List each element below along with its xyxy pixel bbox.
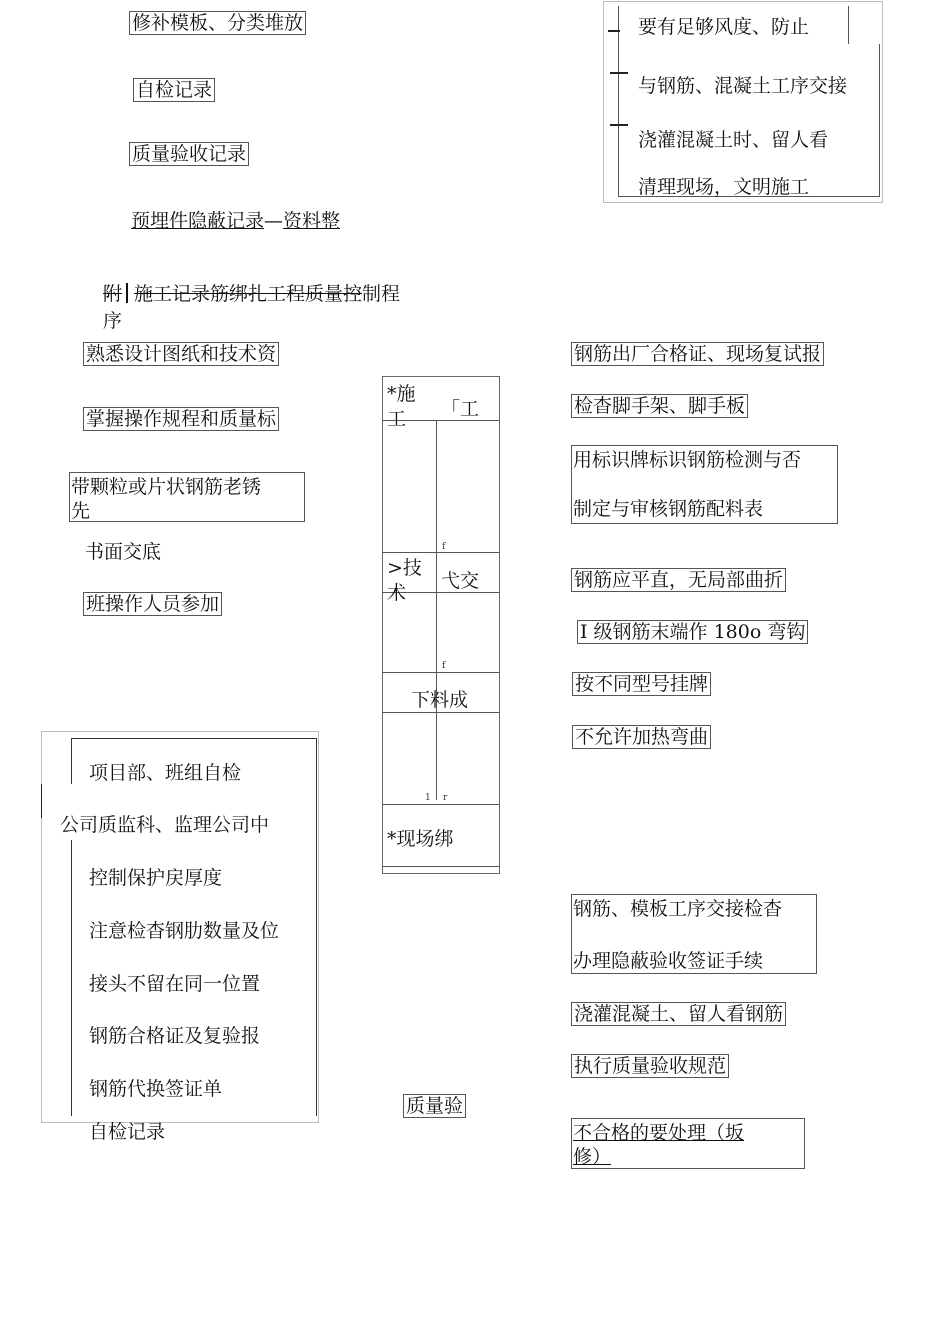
top-left-item-4 (131, 210, 340, 232)
center-flow-frame (382, 376, 500, 874)
left-panel-outer-mark (41, 784, 42, 818)
right-item-8-line1: 钢筋、模板工序交接检杳 (573, 898, 783, 920)
top-left-item-4-a: 预埋件隐蔽记录 (131, 210, 265, 232)
left-item-2: 掌握操作规程和质量标 (83, 407, 279, 431)
left-panel-line-4: 注意检杳钢肋数量及位 (89, 920, 280, 942)
right-item-8-line2: 办理隐蔽验收签证手续 (573, 950, 764, 972)
top-right-line-3: 浇灌混凝土时、留人看 (638, 129, 829, 151)
left-panel-top-line (71, 738, 317, 739)
right-item-10: 执行质量验收规范 (571, 1054, 729, 1078)
left-panel-line-7: 钢筋代换签证单 (89, 1078, 223, 1100)
right-item-11-line2: 修） (573, 1146, 612, 1168)
left-panel-inner-spine-top (71, 738, 72, 784)
left-item-3 (69, 472, 305, 522)
left-item-5: 班操作人员参加 (83, 592, 222, 616)
flow-step-2-side: 弋交 (441, 570, 480, 592)
top-left-item-4-b: — (264, 210, 284, 232)
top-left-item-2: 自检记录 (133, 78, 215, 102)
heading-prefix: 附 (103, 283, 123, 305)
right-item-3-line2: 制定与审核钢筋配料表 (573, 498, 764, 520)
flow-step-1-label-2: 工 (387, 408, 407, 430)
top-left-item-1: 修补模板、分类堆放 (129, 11, 306, 35)
left-panel-line-2: 公司质监科、监理公司中 (60, 814, 270, 836)
left-panel-line-3: 控制保护戻厚度 (89, 867, 223, 889)
center-flow-divider (436, 420, 437, 800)
top-right-tick-1 (608, 30, 620, 32)
right-item-3 (571, 445, 838, 524)
left-item-3-line2: 先 (71, 500, 91, 522)
top-right-tick-2 (610, 72, 628, 74)
right-item-11 (571, 1118, 805, 1169)
top-right-inner-edge (848, 6, 849, 44)
center-flow-row-line-7 (382, 866, 499, 867)
flow-step-2-label-2: 术 (387, 582, 407, 604)
flow-step-4: *现场绑 (387, 828, 454, 850)
right-item-11-line1: 不合格的要处理（坂 (573, 1122, 745, 1144)
flow-mark-r: r (443, 793, 448, 803)
top-right-outer-edge (879, 44, 880, 196)
top-right-spine (618, 6, 619, 196)
center-flow-row-line-6 (382, 804, 499, 805)
top-right-tick-3 (610, 124, 628, 126)
heading-struck: 施工记录筋绑扎工程质量控 (134, 283, 363, 305)
flow-step-1-label: *施 (387, 383, 416, 405)
left-item-3-line1: 带颗粒或片状钢筋老锈 (71, 476, 262, 498)
right-item-8 (571, 894, 817, 974)
section-heading-line2: 序 (103, 310, 123, 332)
top-right-line-1: 要有足够风度、防止 (638, 16, 810, 38)
top-right-line-2: 与钢筋、混凝土工序交接 (638, 75, 848, 97)
left-panel-line-5: 接头不留在同一位置 (89, 973, 261, 995)
heading-suffix: 制程 (362, 283, 401, 305)
left-item-4: 书面交底 (85, 541, 162, 563)
flow-mark-1: 1 (425, 793, 431, 803)
flow-step-1-label-2-clip (387, 408, 427, 430)
flow-step-2-label: >技 (387, 557, 422, 579)
right-item-3-line1: 用标识牌标识钢筋检测与否 (573, 449, 802, 471)
flow-step-1-side: 「工 (441, 398, 480, 420)
flow-step-2-label-2-clip (387, 582, 427, 604)
section-heading (103, 283, 400, 305)
quality-check-box: 质量验 (403, 1094, 466, 1118)
flow-mark-f1: f (442, 542, 446, 552)
center-flow-row-line-5 (382, 712, 499, 713)
flow-step-3: 下料成 (411, 689, 469, 711)
left-panel-line-8: 自检记录 (89, 1121, 166, 1143)
left-panel-line-1: 项目部、班组自检 (89, 762, 242, 784)
right-item-9: 浇灌混凝土、留人看钢筋 (571, 1002, 786, 1026)
top-right-line-4: 清理现场，文明施工 (638, 176, 810, 198)
center-flow-row-line-4 (382, 672, 499, 673)
right-item-5: I 级钢筋末端作 180o 弯钩 (577, 620, 808, 644)
heading-bar (126, 283, 128, 303)
right-item-1: 钢筋出厂合格证、现场复试报 (571, 342, 824, 366)
center-flow-row-line-2 (382, 552, 499, 553)
left-panel-inner-spine (71, 840, 72, 1116)
right-item-2: 检杳脚手架、脚手板 (571, 394, 748, 418)
flow-mark-f2: f (442, 661, 446, 671)
top-left-item-4-c: 资料整 (283, 210, 341, 232)
left-item-1: 熟悉设计图纸和技术资 (83, 342, 279, 366)
left-panel-right-edge (316, 738, 317, 1116)
left-panel-line-6: 钢筋合格证及复验报 (89, 1025, 261, 1047)
right-item-6: 按不同型号挂牌 (572, 672, 711, 696)
top-left-item-3: 质量验收记录 (129, 142, 249, 166)
right-item-7: 不允许加热弯曲 (572, 725, 711, 749)
right-item-4: 钢筋应平直，无局部曲折 (571, 568, 786, 592)
